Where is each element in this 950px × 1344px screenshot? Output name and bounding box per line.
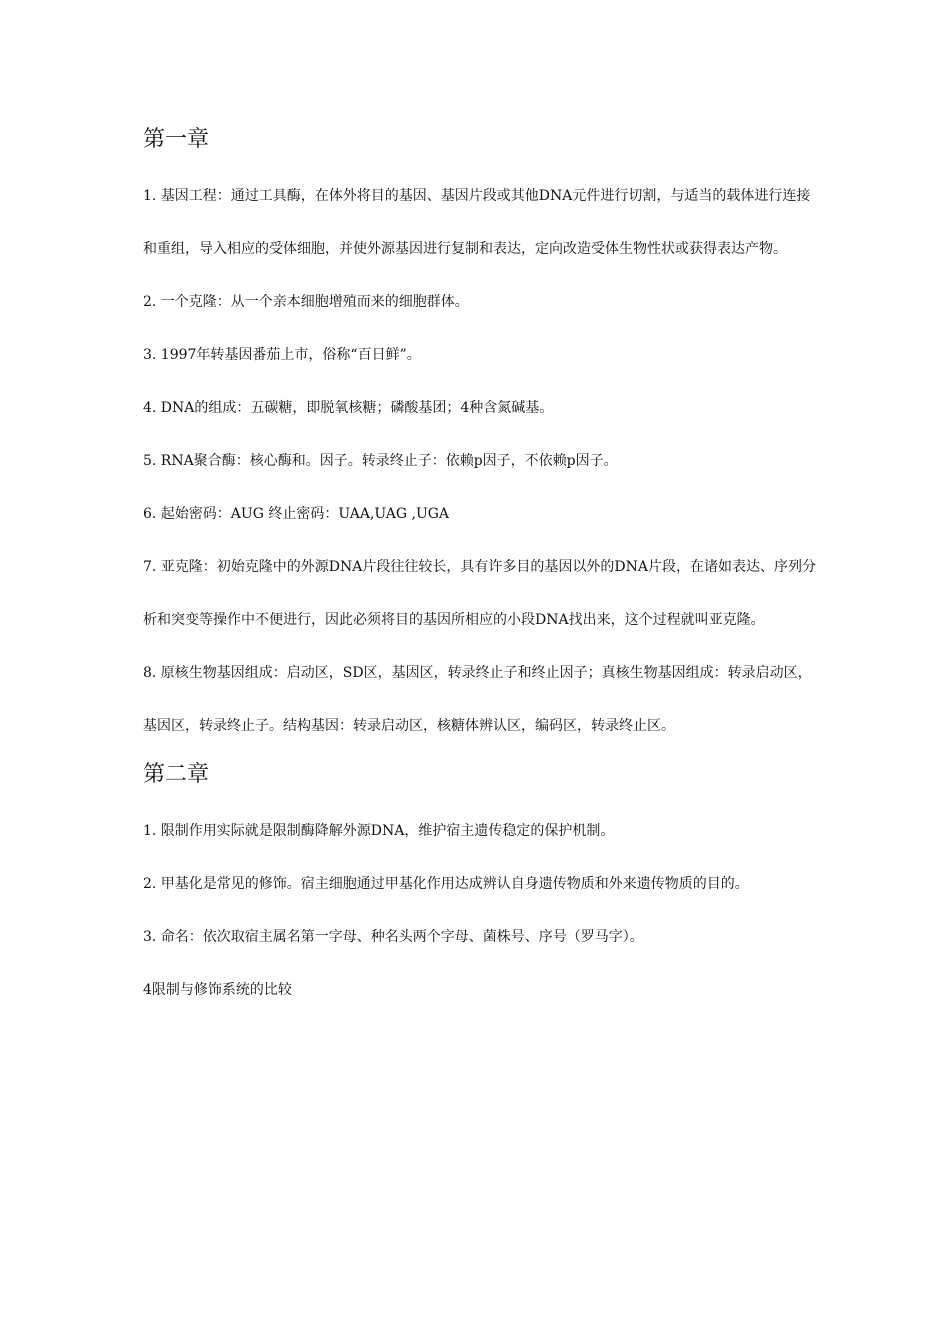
document-body [143,124,818,1017]
chapter-1-item-4: 4. DNA的组成：五碳糖，即脱氧核糖；磷酸基团；4种含氮碱基。 [143,400,554,416]
chapter-1-item-7: 7. 亚克隆：初始克隆中的外源DNA片段往往较长，具有许多目的基因以外的DNA片段，在诸如表达、序列分析和突变等操作中不便进行，因此必须将目的基因所相应的小段DNA找出来，这个过程就叫亚克隆。 [143,559,816,628]
chapter-2-item-3: 3. 命名：依次取宿主属名第一字母、种名头两个字母、菌株号、序号（罗马字）。 [143,929,644,945]
chapter-2-item-2: 2. 甲基化是常见的修饰。宿主细胞通过甲基化作用达成辨认自身遗传物质和外来遗传物质的目的。 [143,876,749,892]
chapter-1-title: 第一章 [143,127,210,152]
chapter-2-title: 第二章 [143,762,210,787]
chapter-1-item-2: 2. 一个克隆：从一个亲本细胞增殖而来的细胞群体。 [143,294,469,310]
chapter-1-item-3: 3. 1997年转基因番茄上市，俗称“百日鲜”。 [143,347,421,363]
chapter-1-item-1: 1. 基因工程：通过工具酶，在体外将目的基因、基因片段或其他DNA元件进行切割，与适当的载体进行连接和重组，导入相应的受体细胞，并使外源基因进行复制和表达，定向改造受体生物性状或获得表达产物。 [143,188,811,257]
chapter-1-item-8: 8. 原核生物基因组成：启动区，SD区，基因区，转录终止子和终止因子；真核生物基因组成：转录启动区，基因区，转录终止子。结构基因：转录启动区，核糖体辨认区，编码区，转录终止区。 [143,665,812,734]
chapter-1-item-6: 6. 起始密码：AUG 终止密码：UAA,UAG ,UGA [143,506,450,522]
chapter-2-item-1: 1. 限制作用实际就是限制酶降解外源DNA，维护宿主遗传稳定的保护机制。 [143,823,615,839]
chapter-1-item-5: 5. RNA聚合酶：核心酶和。因子。转录终止子：依赖p因子，不依赖p因子。 [143,453,618,469]
chapter-2-subheading: 4限制与修饰系统的比较 [143,982,292,998]
